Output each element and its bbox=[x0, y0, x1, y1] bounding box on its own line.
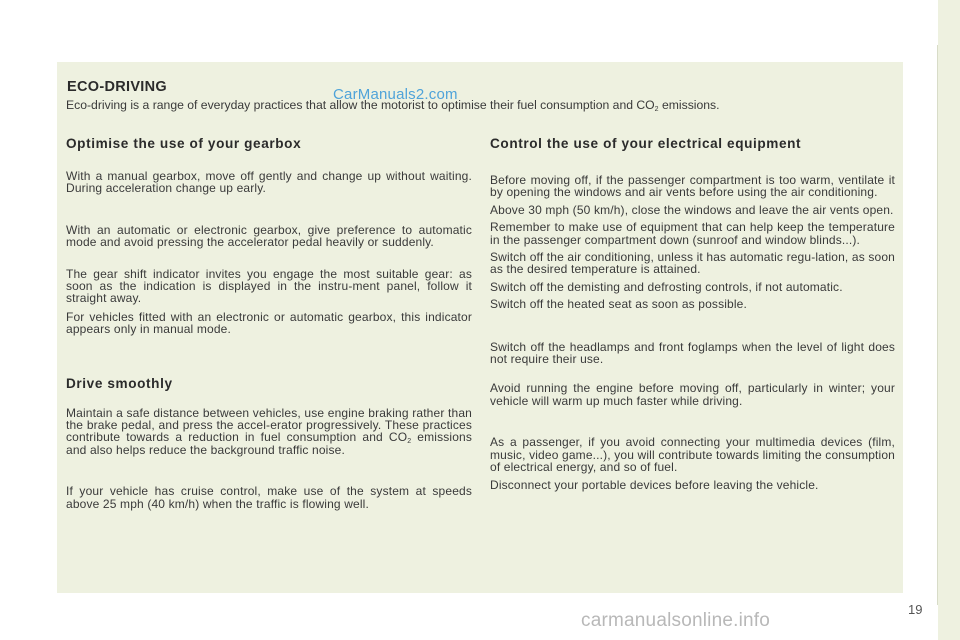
electrical-paragraph-6: Switch off the heated seat as soon as possible. bbox=[490, 297, 747, 312]
drive-paragraph-1-subscript: 2 bbox=[407, 438, 412, 446]
electrical-paragraph-7: Switch off the headlamps and front foglamps when the level of light does not require their use. bbox=[490, 339, 895, 367]
gearbox-heading: Optimise the use of your gearbox bbox=[66, 136, 302, 151]
intro-end: emissions. bbox=[658, 98, 720, 112]
drive-paragraph-1 bbox=[66, 407, 472, 457]
electrical-paragraph-1: Before moving off, if the passenger compartment is too warm, ventilate it by opening the windows and air vents before using the air conditioning. bbox=[490, 173, 895, 200]
gearbox-paragraph-4: For vehicles fitted with an electronic or automatic gearbox, this indicator appears only in manual mode. bbox=[66, 309, 472, 337]
electrical-paragraph-10: Disconnect your portable devices before leaving the vehicle. bbox=[490, 477, 819, 492]
electrical-paragraph-5: Switch off the demisting and defrosting controls, if not automatic. bbox=[490, 279, 843, 294]
intro-text bbox=[66, 98, 906, 113]
right-column bbox=[490, 136, 895, 491]
intro-main: Eco-driving is a range of everyday practices that allow the motorist to optimise their fuel consumption and CO bbox=[66, 98, 655, 112]
electrical-paragraph-3: Remember to make use of equipment that can help keep the temperature in the passenger compartment down (sunroof and window blinds...). bbox=[490, 220, 895, 247]
watermark-top: CarManuals2.com bbox=[333, 86, 458, 103]
electrical-heading: Control the use of your electrical equipment bbox=[490, 136, 802, 151]
page-number: 19 bbox=[908, 602, 923, 617]
side-strip bbox=[938, 0, 960, 640]
gearbox-paragraph-3: The gear shift indicator invites you engage the most suitable gear: as soon as the indication is displayed in the instru-ment panel, follow it straight away. bbox=[66, 266, 472, 306]
electrical-paragraph-8: Avoid running the engine before moving off, particularly in winter; your vehicle will warm up much faster while driving. bbox=[490, 381, 895, 408]
drive-paragraph-1-end: emissions and also helps reduce the background traffic noise. bbox=[66, 430, 472, 457]
drive-heading: Drive smoothly bbox=[66, 375, 173, 391]
left-column bbox=[66, 136, 472, 510]
gearbox-paragraph-1: With a manual gearbox, move off gently and change up without waiting. During acceleration change up early. bbox=[66, 169, 472, 196]
electrical-paragraph-4: Switch off the air conditioning, unless it has automatic regu-lation, as soon as the desired temperature is attained. bbox=[490, 250, 895, 277]
electrical-paragraph-2: Above 30 mph (50 km/h), close the windows and leave the air vents open. bbox=[490, 202, 894, 217]
drive-paragraph-1-main: Maintain a safe distance between vehicles, use engine braking rather than the brake pedal, and press the accel-erator progressively. These practices contribute towards a reduction in fuel consumption and CO bbox=[66, 405, 472, 445]
gearbox-paragraph-2: With an automatic or electronic gearbox, give preference to automatic mode and avoid pressing the accelerator pedal heavily or suddenly. bbox=[66, 222, 472, 250]
watermark-bottom: carmanualsonline.info bbox=[581, 610, 771, 631]
electrical-paragraph-9: As a passenger, if you avoid connecting your multimedia devices (film, music, video game...), you will contribute towards limiting the consumption of electrical energy, and so of fuel. bbox=[490, 435, 895, 475]
drive-paragraph-2: If your vehicle has cruise control, make use of the system at speeds above 25 mph (40 km/h) when the traffic is flowing well. bbox=[66, 484, 472, 511]
intro-subscript: 2 bbox=[654, 106, 659, 113]
page-title: ECO-DRIVING bbox=[67, 79, 167, 95]
